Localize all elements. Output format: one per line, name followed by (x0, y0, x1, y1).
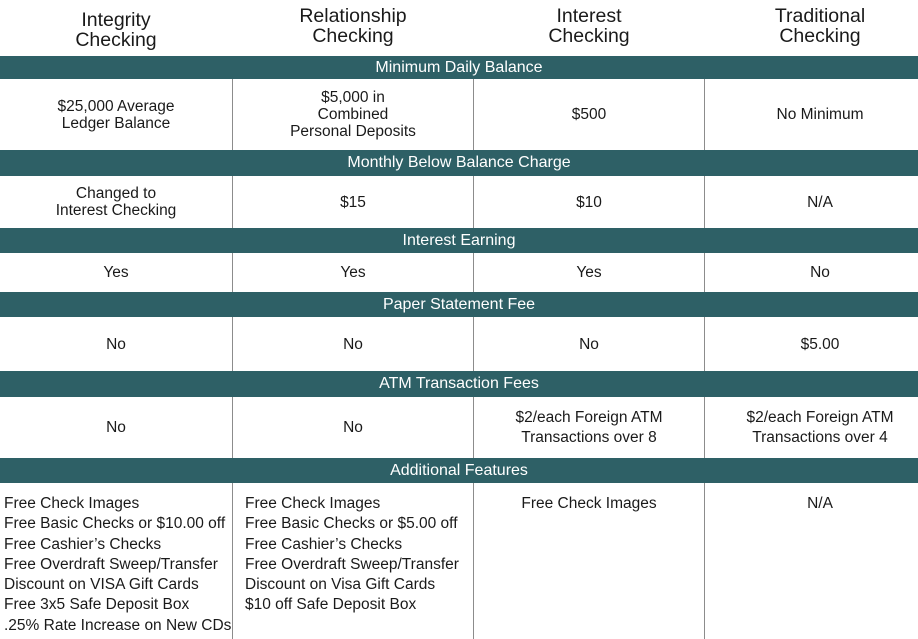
header-line: Checking (779, 25, 861, 47)
header-line: Integrity (81, 9, 151, 31)
cell-line: Transactions over 8 (521, 428, 657, 446)
feature-line: Discount on Visa Gift Cards (245, 576, 436, 594)
row-paper-statement-fee (0, 317, 918, 371)
section-band-paper-statement-fee: Paper Statement Fee (0, 292, 918, 317)
cell-relationship (233, 79, 473, 150)
cell-line: No (106, 335, 126, 353)
section-band-interest-earning: Interest Earning (0, 228, 918, 253)
features-traditional (705, 494, 918, 639)
feature-line: Free Check Images (521, 495, 657, 512)
cell-line: $2/each Foreign ATM (515, 408, 663, 426)
cell-line: Yes (103, 264, 129, 281)
cell-interest (474, 253, 704, 292)
features-relationship (245, 494, 471, 639)
features-interest (474, 494, 704, 639)
cell-line: Ledger Balance (61, 114, 171, 132)
cell-line: $500 (571, 106, 607, 123)
feature-line: Free Overdraft Sweep/Transfer (245, 555, 459, 573)
feature-line: Free Basic Checks or $5.00 off (245, 515, 458, 533)
cell-line: No (343, 335, 363, 353)
feature-line: .25% Rate Increase on New CDs (4, 616, 232, 634)
feature-line: Free Check Images (245, 495, 381, 512)
row-interest-earning (0, 253, 918, 292)
cell-line: No (810, 264, 830, 281)
cell-interest (474, 317, 704, 371)
header-line: Relationship (299, 5, 407, 27)
cell-line: Interest Checking (55, 202, 177, 219)
cell-line: $25,000 Average (57, 97, 175, 115)
cell-line: No Minimum (776, 106, 864, 123)
cell-line: Transactions over 4 (752, 428, 888, 446)
header-interest-checking (474, 6, 704, 46)
cell-integrity (0, 317, 232, 371)
column-headers (0, 0, 918, 55)
header-line: Interest (556, 5, 622, 27)
cell-integrity (0, 397, 232, 458)
header-integrity-checking (0, 10, 232, 50)
feature-line: Free Cashier’s Checks (245, 535, 403, 553)
cell-line: $5,000 in (321, 89, 385, 106)
cell-traditional (705, 317, 918, 371)
cell-relationship (233, 317, 473, 371)
feature-line: Free Cashier’s Checks (4, 535, 162, 553)
cell-line: $5.00 (800, 335, 840, 353)
cell-line: Yes (340, 264, 366, 281)
cell-relationship (233, 176, 473, 228)
header-line: Checking (75, 29, 157, 51)
cell-relationship (233, 253, 473, 292)
cell-integrity (0, 253, 232, 292)
cell-line: Combined (317, 106, 389, 123)
cell-line: Yes (576, 264, 602, 281)
cell-interest (474, 176, 704, 228)
row-additional-features (0, 483, 918, 639)
feature-line: Discount on VISA Gift Cards (4, 576, 199, 594)
features-integrity (4, 494, 230, 639)
header-line: Checking (312, 25, 394, 47)
cell-relationship (233, 397, 473, 458)
feature-line: Free Basic Checks or $10.00 off (4, 515, 226, 533)
header-line: Traditional (774, 5, 866, 27)
cell-traditional (705, 253, 918, 292)
cell-line: $15 (340, 193, 366, 211)
cell-line: No (106, 419, 126, 436)
header-relationship-checking (233, 6, 473, 46)
cell-integrity (0, 79, 232, 150)
feature-line: N/A (807, 495, 833, 512)
feature-line: Free Overdraft Sweep/Transfer (4, 555, 218, 573)
section-band-additional-features: Additional Features (0, 458, 918, 483)
feature-line: Free Check Images (4, 495, 140, 512)
cell-line: $10 (576, 193, 602, 211)
row-minimum-daily-balance (0, 79, 918, 150)
row-monthly-below-balance-charge (0, 176, 918, 228)
cell-traditional (705, 397, 918, 458)
cell-line: $2/each Foreign ATM (746, 408, 894, 426)
cell-line: No (579, 335, 599, 353)
cell-line: Personal Deposits (290, 123, 416, 140)
cell-integrity (0, 176, 232, 228)
cell-line: Changed to (75, 185, 157, 202)
feature-line: $10 off Safe Deposit Box (245, 596, 417, 614)
header-line: Checking (548, 25, 630, 47)
cell-traditional (705, 79, 918, 150)
cell-line: No (343, 419, 363, 436)
feature-line: Free 3x5 Safe Deposit Box (4, 596, 190, 614)
section-band-monthly-below-balance-charge: Monthly Below Balance Charge (0, 150, 918, 176)
row-atm-transaction-fees (0, 397, 918, 458)
header-traditional-checking (705, 6, 918, 46)
section-band-atm-transaction-fees: ATM Transaction Fees (0, 371, 918, 397)
section-band-minimum-daily-balance: Minimum Daily Balance (0, 56, 918, 79)
cell-interest (474, 397, 704, 458)
cell-traditional (705, 176, 918, 228)
cell-line: N/A (807, 193, 833, 211)
column-divider (232, 483, 233, 639)
cell-interest (474, 79, 704, 150)
